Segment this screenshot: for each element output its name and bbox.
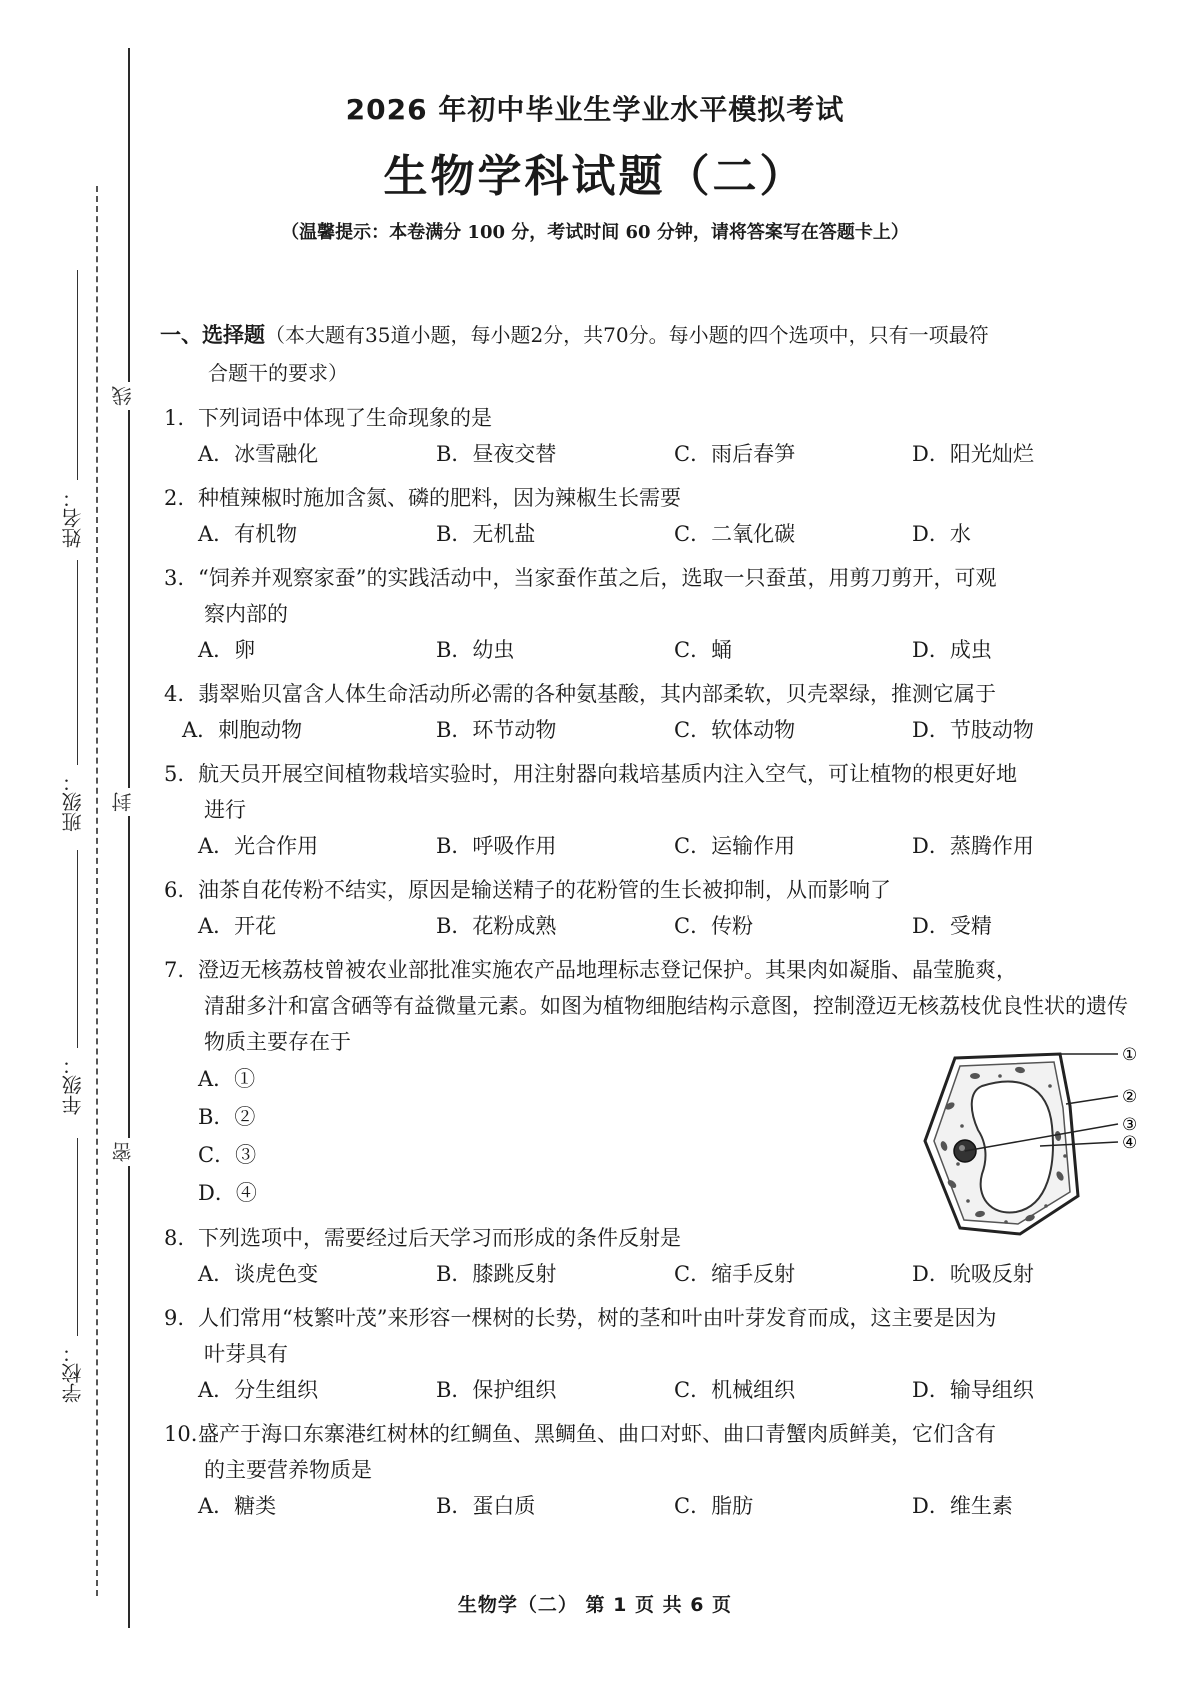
option-a[interactable]: A．光合作用 <box>198 834 319 858</box>
question-4 <box>160 676 1135 748</box>
option-d[interactable]: D．水 <box>912 522 971 546</box>
class-label: 班级： <box>61 772 85 832</box>
nucleolus <box>959 1145 965 1151</box>
option-a[interactable]: A．刺胞动物 <box>182 718 303 742</box>
exam-tip: （温馨提示：本卷满分 100 分，考试时间 60 分钟，请将答案写在答题卡上） <box>281 222 909 243</box>
class-field[interactable] <box>77 560 78 765</box>
option-a[interactable]: A．卵 <box>198 638 256 662</box>
option-d[interactable]: D．节肢动物 <box>912 718 1034 742</box>
school-field[interactable] <box>77 1138 78 1336</box>
option-b[interactable]: B．呼吸作用 <box>436 834 557 858</box>
seal-line-char: 线 <box>108 382 137 410</box>
question-stem: 人们常用“枝繁叶茂”来形容一棵树的长势，树的茎和叶由叶芽发育而成，这主要是因为 <box>198 1306 997 1330</box>
seal-seal-char: 封 <box>108 788 137 816</box>
option-d[interactable]: D．受精 <box>912 914 992 938</box>
question-stem-cont: 的主要营养物质是 <box>204 1458 372 1482</box>
leader-line-2 <box>1066 1096 1118 1104</box>
name-field[interactable] <box>77 270 78 480</box>
question-stem-cont: 清甜多汁和富含硒等有益微量元素。如图为植物细胞结构示意图，控制澄迈无核荔枝优良性状的遗传物质主要存在于 <box>204 994 1128 1054</box>
exam-title: 2026 年初中毕业生学业水平模拟考试 <box>345 93 845 126</box>
question-3 <box>160 560 1135 668</box>
option-b[interactable]: B．环节动物 <box>436 718 557 742</box>
option-a[interactable]: A．冰雪融化 <box>198 442 319 466</box>
option-c[interactable]: C．运输作用 <box>674 834 796 858</box>
option-d[interactable]: D．阳光灿烂 <box>912 442 1034 466</box>
option-a[interactable]: A．分生组织 <box>198 1378 319 1402</box>
question-stem: 下列词语中体现了生命现象的是 <box>198 406 492 430</box>
plant-cell-diagram <box>920 1046 1160 1236</box>
question-stem-cont: 进行 <box>204 798 246 822</box>
option-a[interactable]: A．糖类 <box>198 1494 277 1518</box>
option-c[interactable]: C．软体动物 <box>674 718 796 742</box>
question-stem: 种植辣椒时施加含氮、磷的肥料，因为辣椒生长需要 <box>198 486 681 510</box>
option-b[interactable]: B．幼虫 <box>436 638 515 662</box>
question-number: 3. <box>164 566 185 590</box>
question-number: 8. <box>164 1226 185 1250</box>
option-b[interactable]: B．无机盐 <box>436 522 536 546</box>
option-b[interactable]: B．② <box>198 1105 256 1129</box>
option-d[interactable]: D．维生素 <box>912 1494 1013 1518</box>
question-5 <box>160 756 1135 864</box>
exam-subtitle: 生物学科试题（二） <box>383 151 807 202</box>
question-10 <box>160 1416 1135 1524</box>
option-c[interactable]: C．蛹 <box>674 638 733 662</box>
option-a[interactable]: A．谈虎色变 <box>198 1262 319 1286</box>
question-2 <box>160 480 1135 552</box>
question-number: 5. <box>164 762 185 786</box>
option-b[interactable]: B．蛋白质 <box>436 1494 536 1518</box>
question-number: 9. <box>164 1306 185 1330</box>
option-d[interactable]: D．成虫 <box>912 638 992 662</box>
figure-label-2: ② <box>1122 1087 1138 1107</box>
option-c[interactable]: C．传粉 <box>674 914 754 938</box>
option-c[interactable]: C．二氧化碳 <box>674 522 796 546</box>
option-b[interactable]: B．膝跳反射 <box>436 1262 557 1286</box>
option-b[interactable]: B．昼夜交替 <box>436 442 557 466</box>
option-c[interactable]: C．雨后春笋 <box>674 442 796 466</box>
option-b[interactable]: B．保护组织 <box>436 1378 557 1402</box>
option-c[interactable]: C．机械组织 <box>674 1378 796 1402</box>
question-number: 6. <box>164 878 185 902</box>
question-stem-cont: 叶芽具有 <box>204 1342 288 1366</box>
question-number: 7. <box>164 958 185 982</box>
figure-label-3: ③ <box>1122 1115 1138 1135</box>
option-c[interactable]: C．③ <box>198 1143 257 1167</box>
section-title <box>160 316 1135 392</box>
question-number: 4. <box>164 682 185 706</box>
question-stem: 油茶自花传粉不结实，原因是输送精子的花粉管的生长被抑制，从而影响了 <box>198 878 891 902</box>
question-stem: 航天员开展空间植物栽培实验时，用注射器向栽培基质内注入空气，可让植物的根更好地 <box>198 762 1017 786</box>
option-d[interactable]: D．蒸腾作用 <box>912 834 1034 858</box>
question-6 <box>160 872 1135 944</box>
question-number: 10. <box>164 1422 198 1446</box>
question-9 <box>160 1300 1135 1408</box>
grade-field[interactable] <box>77 850 78 1048</box>
option-a[interactable]: A．开花 <box>198 914 277 938</box>
option-b[interactable]: B．花粉成熟 <box>436 914 557 938</box>
section-desc: （本大题有35道小题，每小题2分，共70分。每小题的四个选项中，只有一项最符 <box>265 323 989 347</box>
cut-dashed-line <box>96 186 98 1596</box>
question-stem: 盛产于海口东寨港红树林的红鲷鱼、黑鲷鱼、曲口对虾、曲口青蟹肉质鲜美，它们含有 <box>198 1422 996 1446</box>
school-label: 学校： <box>61 1343 85 1403</box>
question-number: 2. <box>164 486 185 510</box>
question-stem: 翡翠贻贝富含人体生命活动所必需的各种氨基酸，其内部柔软，贝壳翠绿，推测它属于 <box>198 682 996 706</box>
option-a[interactable]: A．① <box>198 1067 256 1091</box>
figure-label-4: ④ <box>1122 1133 1138 1153</box>
figure-label-1: ① <box>1122 1046 1138 1065</box>
exam-content <box>160 316 1138 1524</box>
seal-secret-char: 密 <box>108 1138 137 1166</box>
question-1 <box>160 400 1135 472</box>
option-d[interactable]: D．吮吸反射 <box>912 1262 1034 1286</box>
option-c[interactable]: C．脂肪 <box>674 1494 754 1518</box>
question-number: 1. <box>164 406 185 430</box>
question-stem: 澄迈无核荔枝曾被农业部批准实施农产品地理标志登记保护。其果肉如凝脂、晶莹脆爽， <box>198 958 1017 982</box>
question-stem-cont: 察内部的 <box>204 602 288 626</box>
option-d[interactable]: D．输导组织 <box>912 1378 1034 1402</box>
question-7 <box>160 952 1138 1212</box>
question-stem: 下列选项中，需要经过后天学习而形成的条件反射是 <box>198 1226 681 1250</box>
section-desc-cont: 合题干的要求） <box>208 361 348 385</box>
option-a[interactable]: A．有机物 <box>198 522 298 546</box>
page-footer: 生物学（二） 第 1 页 共 6 页 <box>457 1594 733 1616</box>
section-lead: 一、选择题 <box>160 323 265 347</box>
question-stem: “饲养并观察家蚕”的实践活动中，当家蚕作茧之后，选取一只蚕茧，用剪刀剪开，可观 <box>198 566 997 590</box>
binding-margin-line <box>128 48 130 1628</box>
option-c[interactable]: C．缩手反射 <box>674 1262 796 1286</box>
name-label: 姓名： <box>61 488 85 548</box>
grade-label: 年级： <box>61 1055 85 1115</box>
option-d[interactable]: D．④ <box>198 1181 257 1205</box>
